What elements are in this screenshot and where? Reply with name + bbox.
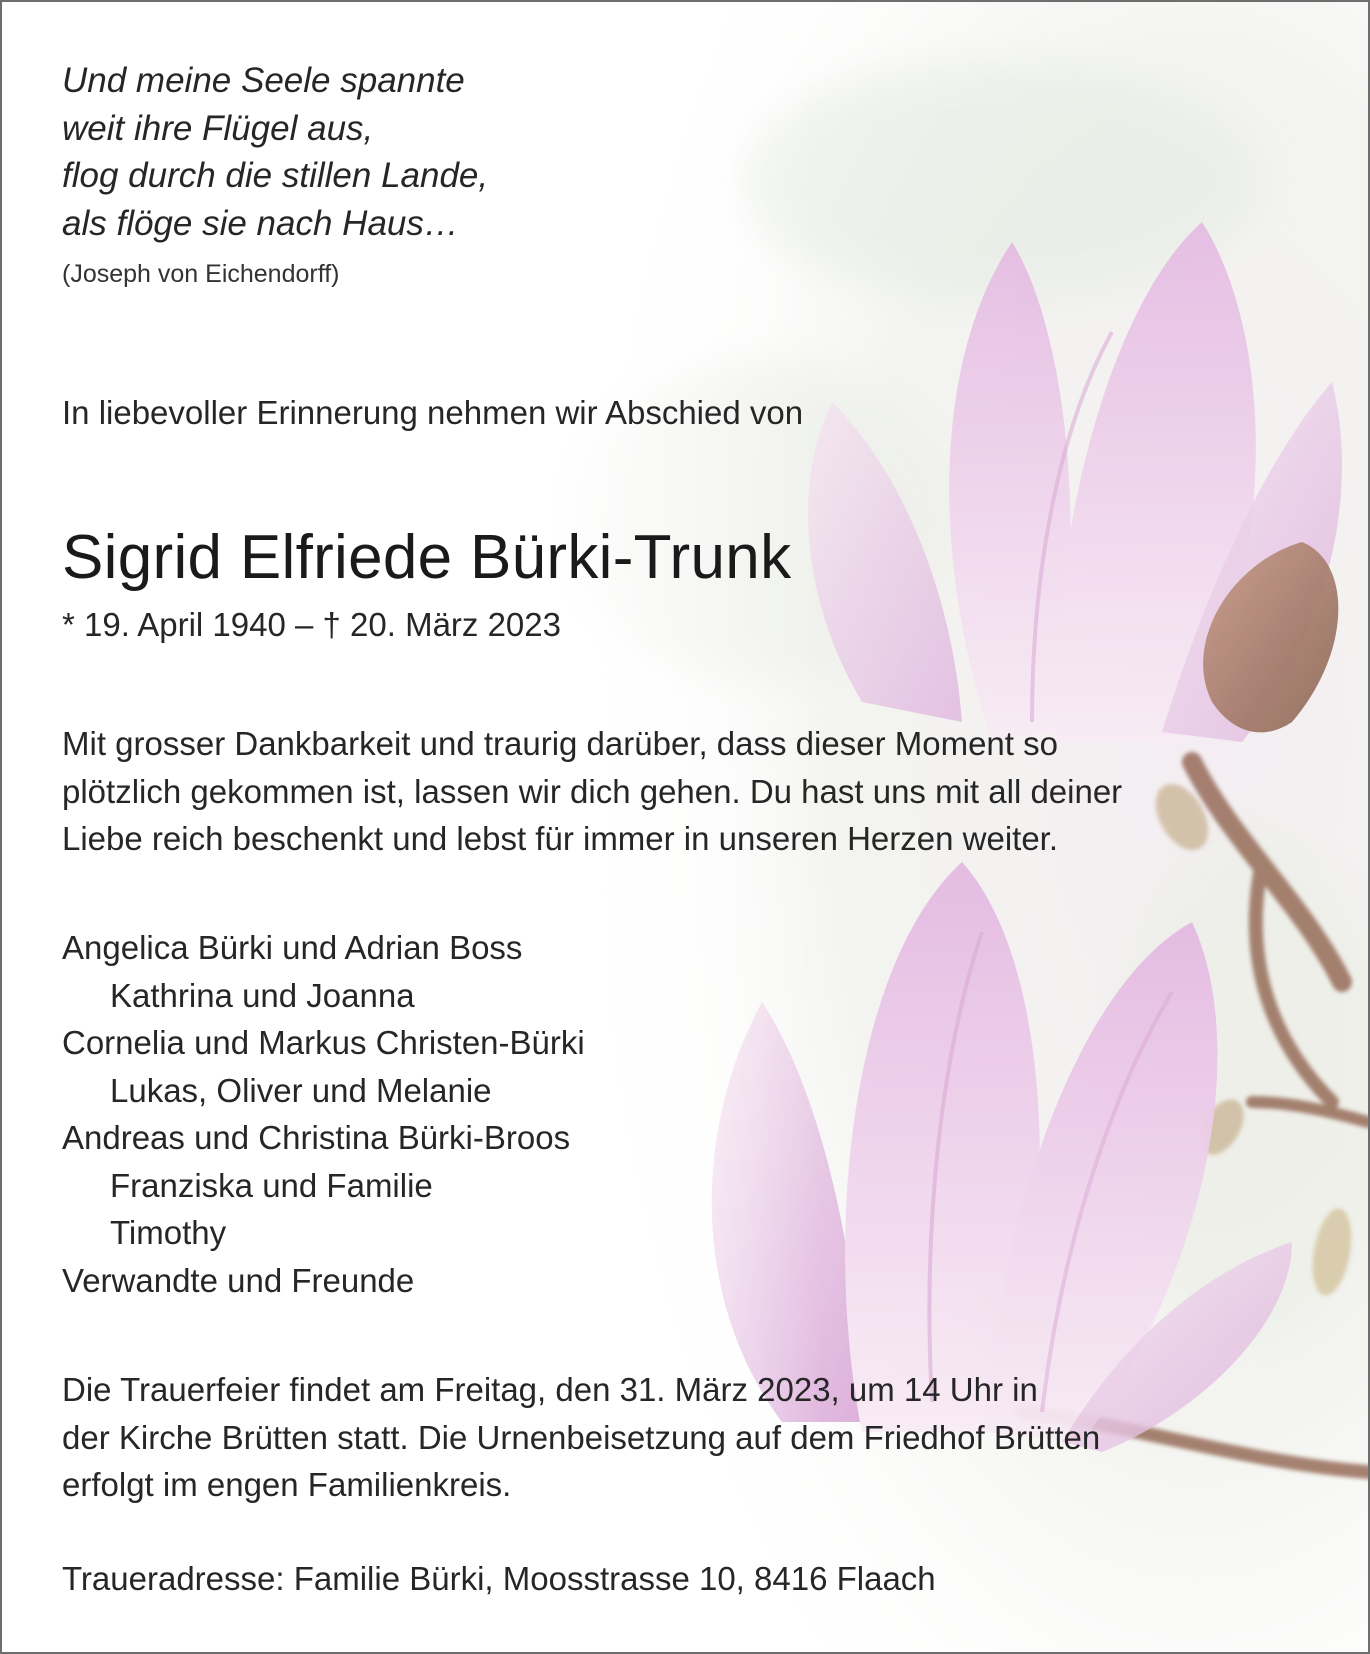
poem [62, 57, 488, 247]
mourner-children: Timothy [110, 1214, 227, 1251]
intro-text: In liebevoller Erinnerung nehmen wir Abschied von [62, 394, 804, 431]
message-line: Mit grosser Dankbarkeit und traurig darüber, dass dieser Moment so [62, 725, 1058, 762]
service-line: erfolgt im engen Familienkreis. [62, 1466, 512, 1503]
mourner-children: Lukas, Oliver und Melanie [110, 1071, 492, 1109]
poem-line: flog durch die stillen Lande, [62, 156, 489, 195]
service-line: der Kirche Brütten statt. Die Urnenbeisetzung auf dem Friedhof Brütten [62, 1418, 1101, 1456]
poem-line: weit ihre Flügel aus, [62, 108, 374, 148]
message-line: Liebe reich beschenkt und lebst für immer in unseren Herzen weiter. [62, 820, 1059, 857]
mourning-address: Traueradresse: Familie Bürki, Moosstrasse 10, 8416 Flaach [62, 1560, 936, 1597]
mourner-children: Kathrina und Joanna [110, 976, 415, 1014]
service-line: Die Trauerfeier findet am Freitag, den 31. März 2023, um 14 Uhr in [62, 1371, 1038, 1408]
mourner-family: Cornelia und Markus Christen-Bürki [62, 1024, 585, 1061]
poem-line: Und meine Seele spannte [62, 61, 465, 100]
poem-author: (Joseph von Eichendorff) [62, 260, 340, 288]
mourner-family: Andreas und Christina Bürki-Broos [62, 1119, 571, 1156]
mourner-children: Franziska und Familie [110, 1166, 433, 1204]
mourners-list [62, 924, 585, 1304]
mourner-family: Angelica Bürki und Adrian Boss [62, 929, 523, 966]
funeral-service-info [62, 1366, 1100, 1509]
mourner-relatives: Verwandte und Freunde [62, 1261, 415, 1299]
life-dates: * 19. April 1940 – † 20. März 2023 [62, 606, 561, 643]
farewell-message [62, 720, 1262, 863]
deceased-name: Sigrid Elfriede Bürki-Trunk [62, 523, 792, 592]
message-line: plötzlich gekommen ist, lassen wir dich gehen. Du hast uns mit all deiner [62, 772, 1123, 810]
poem-line: als flöge sie nach Haus… [62, 203, 459, 243]
